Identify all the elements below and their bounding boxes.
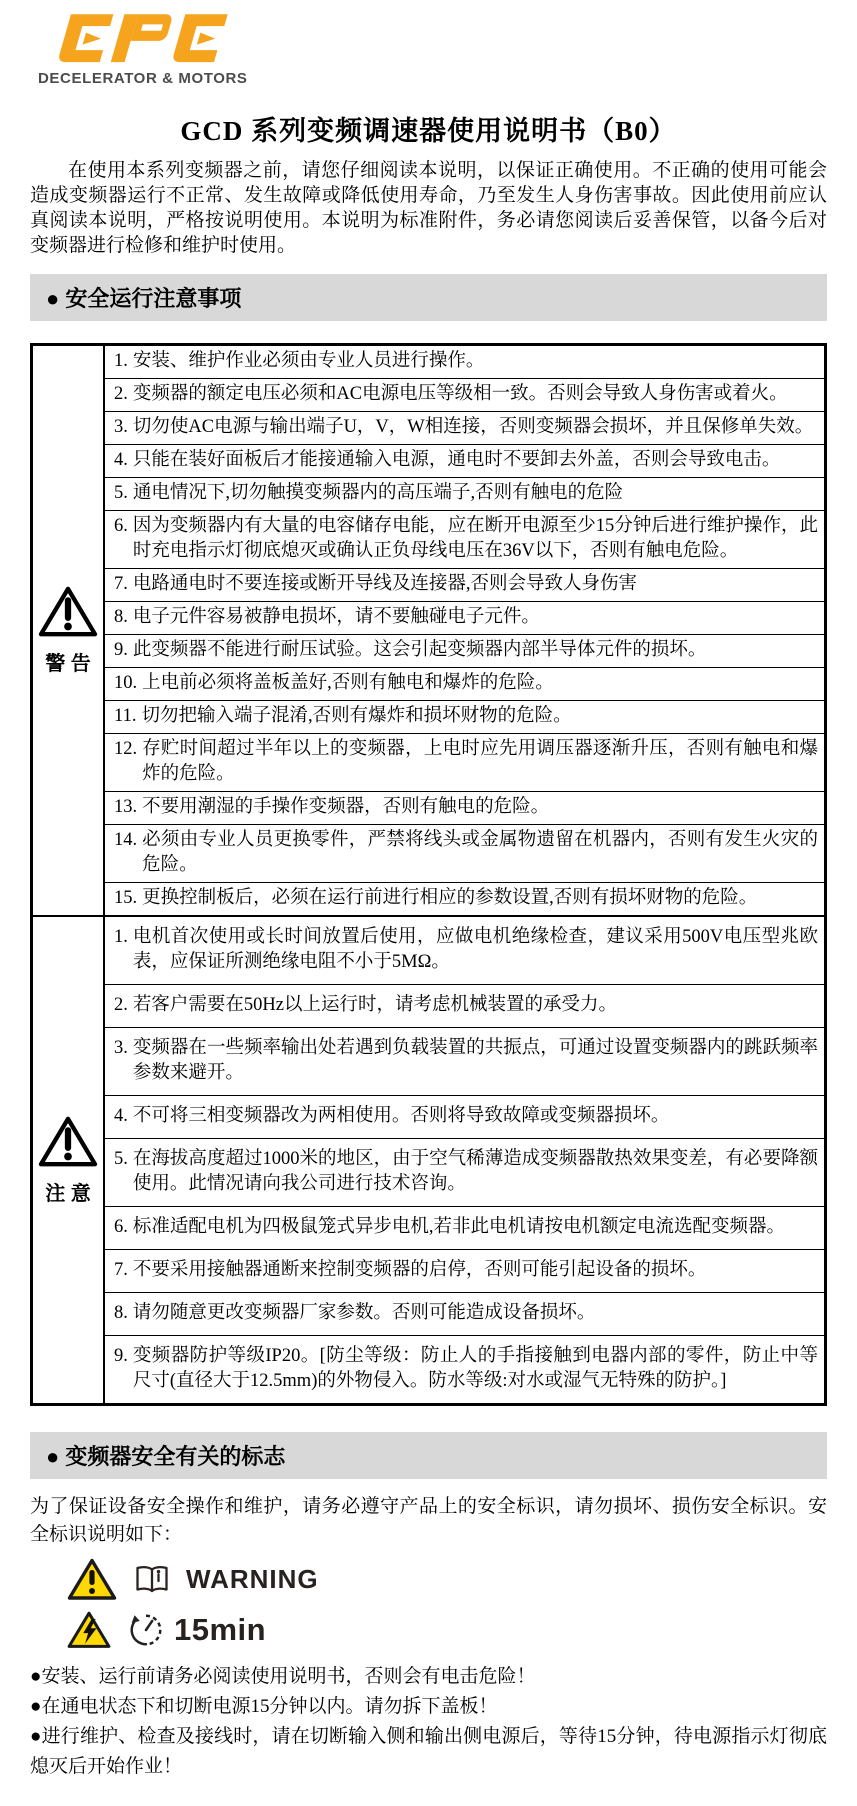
table-row	[105, 569, 824, 602]
table-row	[105, 1250, 824, 1293]
warning-triangle-outline-icon	[37, 585, 99, 639]
row-number: 1.	[114, 927, 128, 947]
table-row	[105, 412, 824, 445]
row-number: 10.	[114, 673, 138, 693]
row-text: 上电前必须将盖板盖好,否则有触电和爆炸的危险。	[142, 673, 554, 693]
row-number: 5.	[114, 483, 128, 503]
bottom-notices	[30, 1662, 827, 1782]
sign-row-warning	[66, 1557, 827, 1602]
row-text: 不要采用接触器通断来控制变频器的启停，否则可能引起设备的损坏。	[132, 1260, 707, 1280]
row-text: 变频器的额定电压必须和AC电源电压等级相一致。否则会导致人身伤害或着火。	[132, 384, 788, 404]
table-row	[105, 1139, 824, 1207]
row-text: 不要用潮湿的手操作变频器，否则有触电的危险。	[142, 797, 550, 817]
row-number: 6.	[114, 1217, 128, 1237]
row-text: 存贮时间超过半年以上的变频器，上电时应先用调压器逐渐升压，否则有触电和爆炸的危险。	[142, 739, 818, 784]
table-row	[105, 883, 824, 915]
intro-paragraph: 在使用本系列变频器之前，请您仔细阅读本说明，以保证正确使用。不正确的使用可能会造成变频器运行不正常、发生故障或降低使用寿命，乃至发生人身伤害事故。因此使用前应认真阅读本说明，严格按说明使用。本说明为标准附件，务必请您阅读后妥善保管，以备今后对变频器进行检修和维护时使用。	[30, 160, 827, 256]
table-row	[105, 917, 824, 985]
row-number: 13.	[114, 797, 138, 817]
row-text: 变频器在一些频率输出处若遇到负载装置的共振点，可通过设置变频器内的跳跃频率参数来避开。	[132, 1038, 818, 1083]
row-number: 7.	[114, 1260, 128, 1280]
row-text: 必须由专业人员更换零件，严禁将线头或金属物遗留在机器内，否则有发生火灾的危险。	[142, 830, 818, 875]
page-title: GCD 系列变频调速器使用说明书（B0）	[180, 116, 677, 146]
row-text: 此变频器不能进行耐压试验。这会引起变频器内部半导体元件的损坏。	[132, 640, 707, 660]
caution-label: 注 意	[45, 1182, 91, 1205]
row-text: 通电情况下,切勿触摸变频器内的高压端子,否则有触电的危险	[132, 483, 624, 503]
warning-triangle-icon	[66, 1557, 118, 1602]
table-row	[105, 602, 824, 635]
row-number: 14.	[114, 830, 138, 850]
table-row	[105, 445, 824, 478]
row-number: 9.	[114, 640, 128, 660]
15min-sign-label: 15min	[174, 1612, 267, 1647]
table-row	[105, 346, 824, 379]
row-text: 切勿把输入端子混淆,否则有爆炸和损坏财物的危险。	[141, 706, 572, 726]
row-number: 3.	[114, 417, 128, 437]
row-text: 标准适配电机为四极鼠笼式异步电机,若非此电机请按电机额定电流选配变频器。	[132, 1217, 786, 1237]
table-row	[105, 1096, 824, 1139]
row-text: 电机首次使用或长时间放置后使用，应做电机绝缘检查，建议采用500V电压型兆欧表，应保证所测绝缘电阻不小于5MΩ。	[132, 927, 818, 972]
warning-section	[33, 346, 824, 917]
logo-subtitle: DECELERATOR & MOTORS	[38, 70, 248, 87]
safety-table	[30, 343, 827, 1406]
gpg-logo-icon	[36, 12, 248, 68]
row-number: 4.	[114, 1106, 128, 1126]
caution-section	[33, 917, 824, 1403]
caution-items	[105, 917, 824, 1403]
warning-label: 警 告	[45, 653, 91, 675]
row-number: 1.	[114, 351, 128, 371]
row-text: 在海拔高度超过1000米的地区，由于空气稀薄造成变频器散热效果变差，有必要降额使用。此情况请向我公司进行技术咨询。	[132, 1149, 818, 1194]
brand-logo	[36, 12, 827, 87]
row-number: 15.	[114, 888, 138, 908]
table-row	[105, 668, 824, 701]
row-number: 3.	[114, 1038, 128, 1058]
row-number: 5.	[114, 1149, 128, 1169]
row-text: 电子元件容易被静电损坏，请不要触碰电子元件。	[132, 607, 540, 627]
manual-book-icon	[132, 1564, 172, 1595]
table-row	[105, 379, 824, 412]
notice-line: ●在通电状态下和切断电源15分钟以内。请勿拆下盖板！	[30, 1696, 498, 1717]
warning-label-cell	[33, 346, 105, 915]
table-row	[105, 825, 824, 883]
warning-triangle-outline-icon	[37, 1115, 99, 1169]
warning-sign-label: WARNING	[186, 1564, 319, 1594]
warning-items	[105, 346, 824, 915]
table-row	[105, 1207, 824, 1250]
row-number: 8.	[114, 607, 128, 627]
caution-label-cell	[33, 917, 105, 1403]
table-row	[105, 1028, 824, 1096]
row-text: 更换控制板后，必须在运行前进行相应的参数设置,否则有损坏财物的危险。	[142, 888, 758, 908]
row-number: 12.	[114, 739, 138, 759]
sign-row-15min	[66, 1610, 827, 1650]
clock-timer-icon	[126, 1610, 166, 1650]
table-row	[105, 478, 824, 511]
row-text: 请勿随意更改变频器厂家参数。否则可能造成设备损坏。	[132, 1303, 596, 1323]
row-text: 只能在装好面板后才能接通输入电源，通电时不要卸去外盖，否则会导致电击。	[132, 450, 781, 470]
table-row	[105, 985, 824, 1028]
row-number: 7.	[114, 574, 128, 594]
row-text: 电路通电时不要连接或断开导线及连接器,否则会导致人身伤害	[132, 574, 638, 594]
row-number: 4.	[114, 450, 128, 470]
row-number: 6.	[114, 516, 128, 536]
section-header-safety-operation: ● 安全运行注意事项	[30, 274, 827, 321]
lightning-triangle-icon	[66, 1610, 112, 1650]
notice-line: ●安装、运行前请务必阅读使用说明书，否则会有电击危险！	[30, 1666, 536, 1687]
row-text: 若客户需要在50Hz以上运行时，请考虑机械装置的承受力。	[132, 995, 617, 1015]
notice-line: ●进行维护、检查及接线时，请在切断输入侧和输出侧电源后，等待15分钟，待电源指示灯彻底熄灭后开始作业！	[30, 1726, 827, 1777]
row-number: 8.	[114, 1303, 128, 1323]
row-text: 因为变频器内有大量的电容储存电能，应在断开电源至少15分钟后进行维护操作，此时充电指示灯彻底熄灭或确认正负母线电压在36V以下，否则有触电危险。	[132, 516, 818, 561]
table-row	[105, 635, 824, 668]
row-number: 11.	[114, 706, 137, 726]
table-row	[105, 792, 824, 825]
row-number: 2.	[114, 384, 128, 404]
table-row	[105, 1293, 824, 1336]
row-number: 9.	[114, 1346, 128, 1366]
row-text: 变频器防护等级IP20。[防尘等级：防止人的手指接触到电器内部的零件，防止中等尺寸(直径大于12.5mm)的外物侵入。防水等级:对水或湿气无特殊的防护。]	[132, 1346, 818, 1391]
table-row	[105, 511, 824, 569]
table-row	[105, 1336, 824, 1403]
row-text: 安装、维护作业必须由专业人员进行操作。	[132, 351, 485, 371]
row-text: 不可将三相变频器改为两相使用。否则将导致故障或变频器损坏。	[132, 1106, 670, 1126]
row-text: 切勿使AC电源与输出端子U，V，W相连接，否则变频器会损坏，并且保修单失效。	[132, 417, 814, 437]
table-row	[105, 701, 824, 734]
section-header-safety-signs: ● 变频器安全有关的标志	[30, 1432, 827, 1479]
safety-signs-paragraph: 为了保证设备安全操作和维护，请务必遵守产品上的安全标识，请勿损坏、损伤安全标识。安全标识说明如下：	[30, 1496, 827, 1545]
row-number: 2.	[114, 995, 128, 1015]
table-row	[105, 734, 824, 792]
